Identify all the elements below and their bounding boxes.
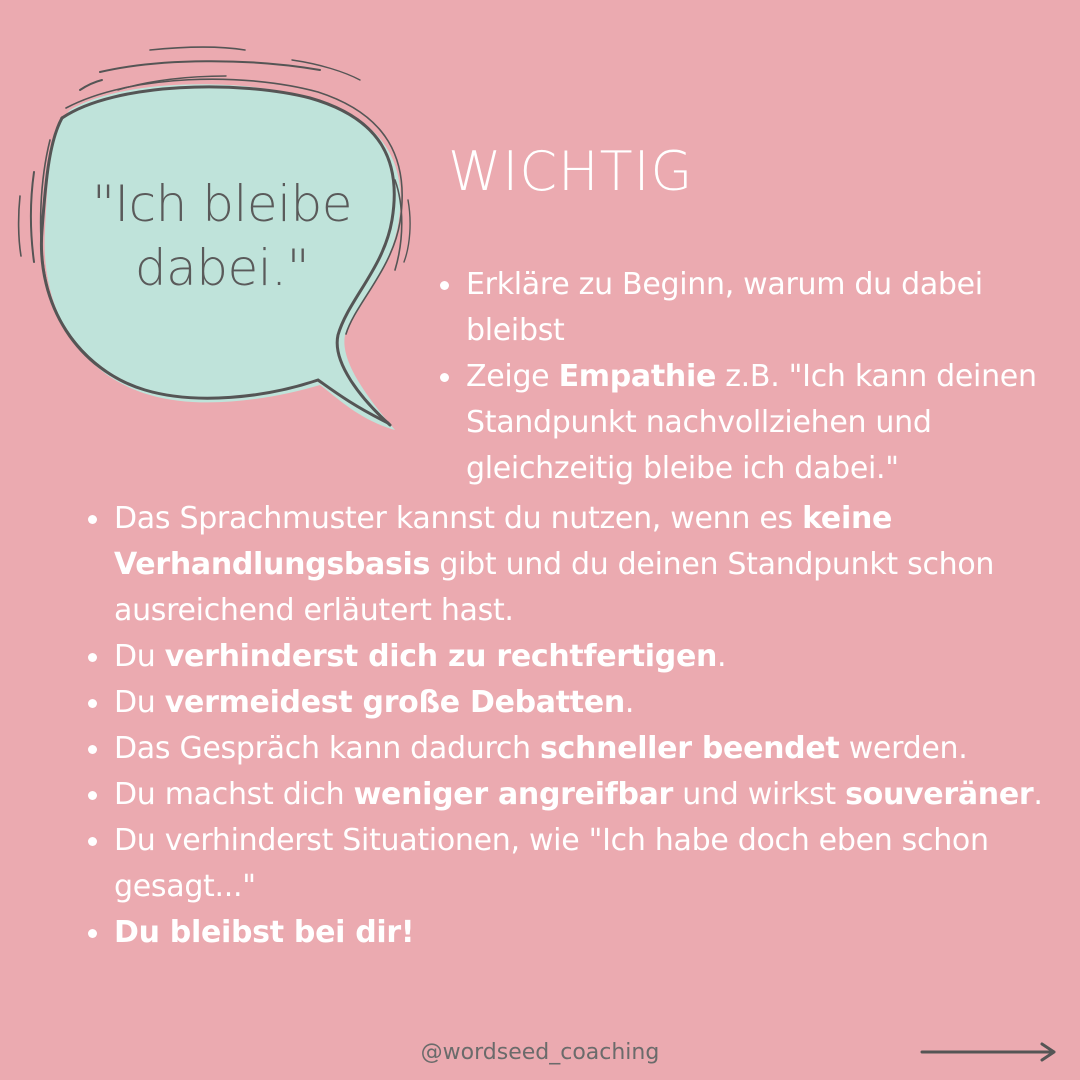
list-item: Du vermeidest große Debatten. <box>86 680 1046 726</box>
list-item: Du bleibst bei dir! <box>86 910 1046 956</box>
quote-text <box>62 172 382 300</box>
list-item: Erkläre zu Beginn, warum du dabei bleibst <box>438 262 1038 354</box>
list-item: Du verhinderst dich zu rechtfertigen. <box>86 634 1046 680</box>
list-item: Du verhinderst Situationen, wie "Ich habe doch eben schon gesagt..." <box>86 818 1046 910</box>
quote-line-1: "Ich bleibe <box>91 175 353 233</box>
list-item: Du machst dich weniger angreifbar und wirkst souveräner. <box>86 772 1046 818</box>
list-item: Zeige Empathie z.B. "Ich kann deinen Standpunkt nachvollziehen und gleichzeitig bleibe ich dabei." <box>438 354 1038 492</box>
quote-line-2: dabei." <box>134 239 310 297</box>
top-bullet-list <box>438 262 1038 492</box>
list-item: Das Gespräch kann dadurch schneller beendet werden. <box>86 726 1046 772</box>
footer-handle: @wordseed_coaching <box>420 1040 660 1065</box>
list-item: Das Sprachmuster kannst du nutzen, wenn es keine Verhandlungsbasis gibt und du deinen Standpunkt schon ausreichend erläutert hast. <box>86 496 1046 634</box>
arrow-right-icon[interactable] <box>920 1040 1060 1064</box>
section-title: WICHTIG <box>448 140 694 203</box>
main-bullet-list <box>86 496 1046 956</box>
